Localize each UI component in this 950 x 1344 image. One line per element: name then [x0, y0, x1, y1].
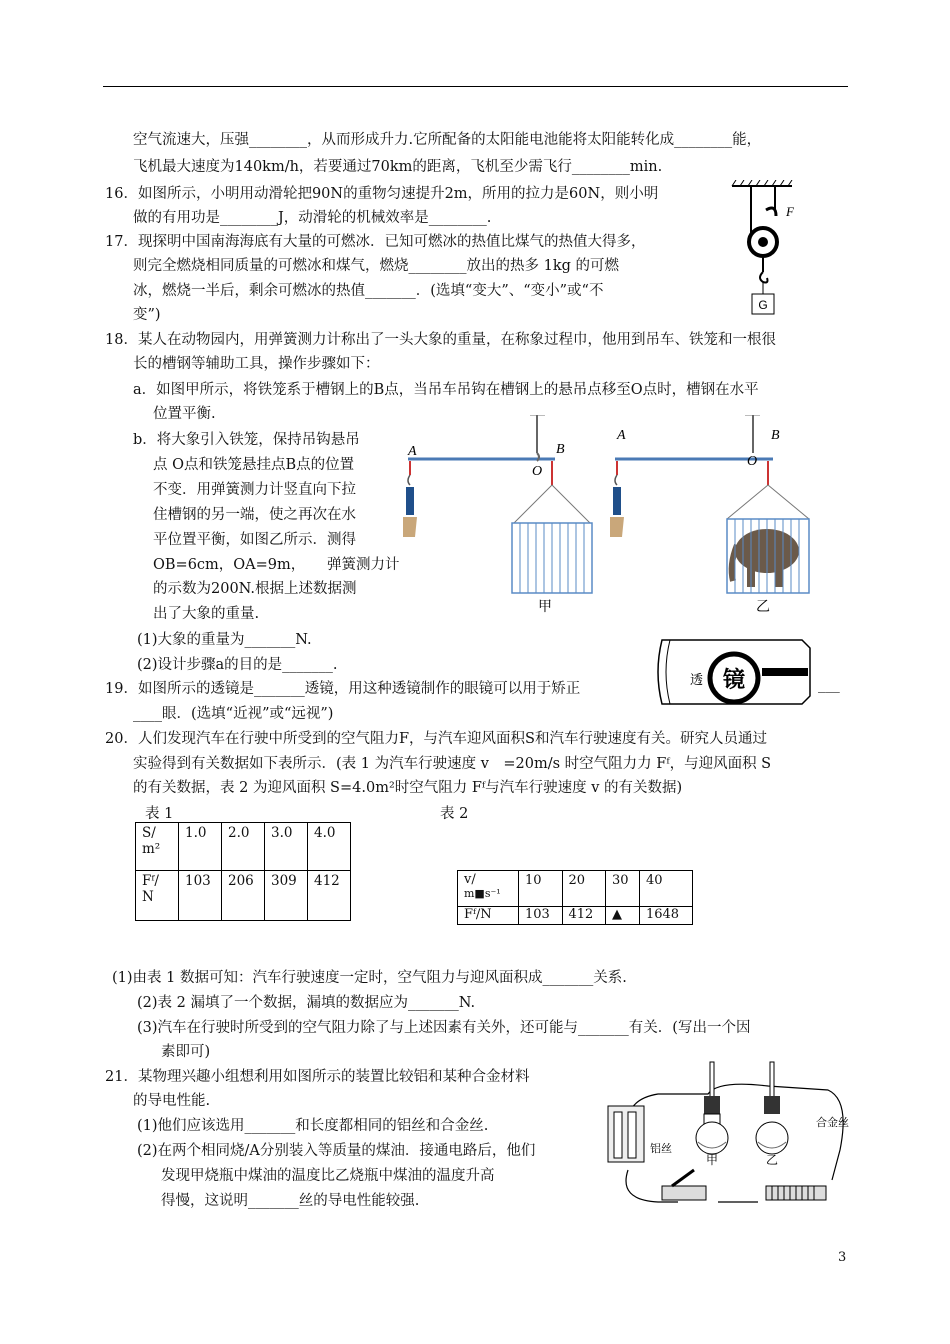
table-1	[135, 822, 351, 921]
table-cell: 309	[265, 871, 308, 921]
text-line: (2)在两个相同烧/A分别装入等质量的煤油．接通电路后，他们	[137, 1143, 536, 1159]
label-g: G	[758, 298, 768, 312]
table-cell: Fᶠ/N	[458, 907, 519, 925]
label-b: B	[771, 428, 780, 443]
table-cell: 10	[519, 871, 563, 907]
table-cell: 1648	[639, 907, 692, 925]
text-line: (1)由表 1 数据可知：汽车行驶速度一定时，空气阻力与迎风面积成_______关系.	[112, 970, 627, 986]
text-line: (2)设计步骤a的目的是_______.	[137, 657, 338, 673]
table-cell: 30	[606, 871, 640, 907]
lens-figure	[652, 632, 817, 712]
table-cell: 412	[308, 871, 351, 921]
table-2	[457, 870, 693, 925]
text-line: 住槽钢的另一端，使之再次在水	[153, 507, 356, 523]
table-cell	[136, 871, 179, 921]
label-o: O	[532, 464, 543, 479]
question-17: 17．现探明中国南海海底有大量的可燃冰．已知可燃冰的热值比煤气的热值大得多，	[105, 234, 646, 250]
text-line: (1)大象的重量为_______N.	[137, 632, 312, 648]
cell-text: N	[142, 889, 154, 905]
table-cell	[136, 823, 179, 871]
label-o: O	[747, 454, 758, 469]
text-line: 位置平衡.	[153, 406, 216, 422]
table-cell: 412	[562, 907, 606, 925]
text-line: OB=6cm，OA=9m， 弹簧测力计	[153, 557, 400, 573]
text-line: 发现甲烧瓶中煤油的温度比乙烧瓶中煤油的温度升高	[161, 1168, 495, 1184]
table1-caption: 表 1	[145, 806, 174, 822]
table-cell: 103	[519, 907, 563, 925]
table-row	[136, 871, 351, 921]
label-b: B	[556, 442, 565, 457]
table-cell: 1.0	[179, 823, 222, 871]
label-a: A	[408, 444, 417, 459]
label-f: F	[786, 204, 794, 219]
text-line: 的导电性能.	[133, 1093, 211, 1109]
label-jia: 甲	[705, 1153, 719, 1167]
table-cell: ▲	[606, 907, 640, 925]
text-line: 的有关数据，表 2 为迎风面积 S=4.0m²时空气阻力 Fᶠ与汽车行驶速度 v 的有关数据)	[133, 780, 683, 796]
question-20: 20．人们发现汽车在行驶中所受到的空气阻力F，与汽车迎风面积S和汽车行驶速度有关。研究人员通过	[105, 731, 767, 747]
circuit-figure	[598, 1060, 858, 1220]
question-16: 16．如图所示，小明用动滑轮把90N的重物匀速提升2m，所用的拉力是60N，则小明	[105, 186, 659, 202]
table-row	[136, 823, 351, 871]
text-line: (1)他们应该选用_______和长度都相同的铝丝和合金丝.	[137, 1118, 489, 1134]
table-cell: 4.0	[308, 823, 351, 871]
question-18: 18．某人在动物园内，用弹簧测力计称出了一头大象的重量，在称象过程巾，他用到吊车、铁笼和一根很	[105, 332, 776, 348]
table-cell: 206	[222, 871, 265, 921]
lens-text: 透	[690, 673, 704, 688]
text-line: a．如图甲所示，将铁笼系于槽钢上的B点，当吊车吊钩在槽钢上的悬吊点移至O点时，槽钢在水平	[133, 382, 759, 398]
label-yi: 乙	[756, 599, 770, 615]
table-cell: 20	[562, 871, 606, 907]
table2-caption: 表 2	[440, 806, 469, 822]
text-line: 得慢，这说明_______丝的导电性能较强.	[161, 1193, 420, 1209]
table-cell: 103	[179, 871, 222, 921]
text-line: (3)汽车在行驶时所受到的空气阻力除了与上述因素有关外，还可能与_______有关．(写出一个因	[137, 1020, 751, 1036]
table-row	[458, 907, 693, 925]
cell-text: m■s⁻¹	[464, 887, 501, 900]
text-line: 的示数为200N.根据上述数据测	[153, 581, 357, 597]
table-row	[458, 871, 693, 907]
cell-text: Fᶠ/	[142, 873, 159, 889]
label-jia: 甲	[538, 599, 552, 615]
table-cell: 3.0	[265, 823, 308, 871]
label-a: A	[617, 428, 626, 443]
label-alloy: 合金丝	[816, 1117, 849, 1129]
text-line: 变”)	[133, 307, 161, 323]
text-line: 冰，燃烧一半后，剩余可燃冰的热值_______．(选填“变大”、“变小”或“不	[133, 283, 604, 299]
text-line: 长的槽钢等辅助工具，操作步骤如下：	[133, 356, 380, 372]
label-yi: 乙	[765, 1153, 779, 1167]
text-line: 空气流速大，压强________，从而形成升力.它所配备的太阳能电池能将太阳能转化成________能，	[133, 132, 762, 148]
text-line: (2)表 2 漏填了一个数据，漏填的数据应为_______N.	[137, 995, 476, 1011]
header-rule	[103, 86, 848, 87]
text-line: 则完全燃烧相同质量的可燃冰和煤气，燃烧________放出的热多 1kg 的可燃	[133, 258, 620, 274]
text-line: 不变．用弹簧测力计竖直向下拉	[153, 482, 356, 498]
text-line: ____眼．(选填“近视”或“远视”)	[133, 706, 334, 722]
text-line: 平位置平衡，如图乙所示．测得	[153, 532, 356, 548]
question-21: 21．某物理兴趣小组想利用如图所示的装置比较铝和某种合金材料	[105, 1069, 530, 1085]
text-line: b．将大象引入铁笼，保持吊钩悬吊	[133, 432, 360, 448]
text-line: 点 O点和铁笼悬挂点B点的位置	[153, 457, 355, 473]
text-line: 出了大象的重量.	[153, 606, 260, 622]
question-19: 19．如图所示的透镜是_______透镜，用这种透镜制作的眼镜可以用于矫正	[105, 681, 581, 697]
text-line: 做的有用功是________J，动滑轮的机械效率是________.	[133, 210, 492, 226]
pulley-figure	[728, 180, 808, 320]
table-cell: 2.0	[222, 823, 265, 871]
table-cell: 40	[639, 871, 692, 907]
cell-text: S/	[142, 825, 156, 841]
cell-text: v/	[464, 872, 476, 887]
lever-figure-yi	[605, 415, 820, 615]
text-line: 素即可)	[161, 1044, 211, 1060]
table-cell	[458, 871, 519, 907]
text-line: ___	[818, 677, 840, 693]
cell-text: m²	[142, 841, 161, 857]
lever-figure-jia	[400, 415, 615, 615]
label-al: 铝丝	[650, 1143, 672, 1155]
text-line: 飞机最大速度为140km/h，若要通过70km的距离，飞机至少需飞行________min.	[133, 159, 663, 175]
page-number: 3	[838, 1250, 847, 1265]
text-line: 实验得到有关数据如下表所示．(表 1 为汽车行驶速度 v =20m/s 时空气阻力力 Fᶠ，与迎风面积 S	[133, 756, 772, 772]
lens-char: 镜	[722, 667, 746, 693]
